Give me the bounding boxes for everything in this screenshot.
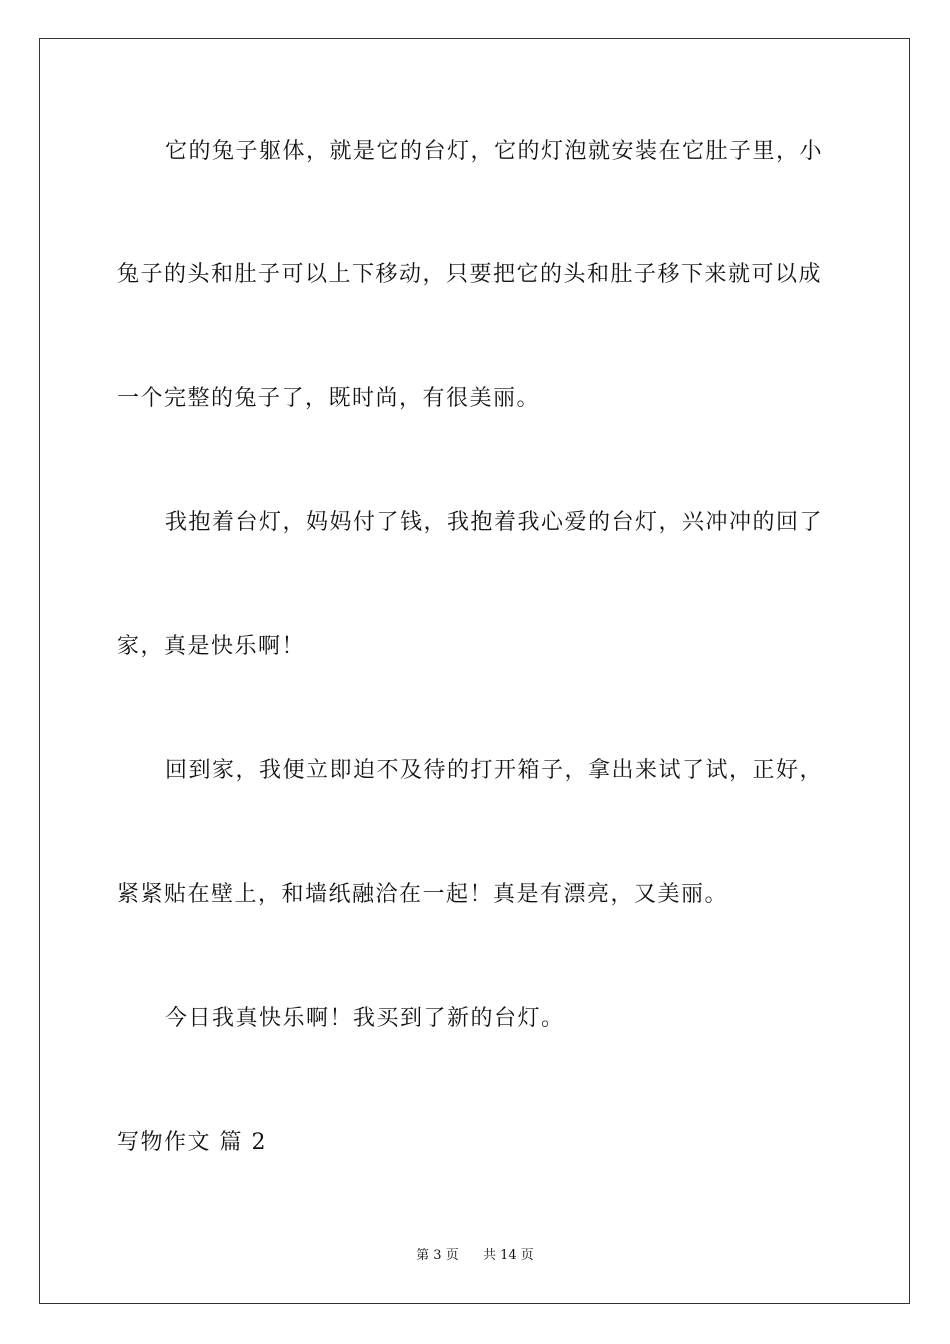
- text-line: 一个完整的兔子了，既时尚，有很美丽。: [117, 386, 541, 411]
- page-footer: [0, 1247, 950, 1265]
- text-line: 紧紧贴在壁上，和墙纸融洽在一起！真是有漂亮，又美丽。: [117, 882, 729, 907]
- page-number: 第 3 页: [416, 1248, 459, 1263]
- text-line: 回到家，我便立即迫不及待的打开箱子，拿出来试了试，正好，: [165, 758, 824, 783]
- page-border: [39, 38, 910, 1304]
- text-line: 今日我真快乐啊！我买到了新的台灯。: [165, 1006, 565, 1031]
- text-line: 它的兔子躯体，就是它的台灯，它的灯泡就安装在它肚子里，小: [165, 139, 824, 164]
- text-line: 我抱着台灯，妈妈付了钱，我抱着我心爱的台灯，兴冲冲的回了: [165, 510, 824, 535]
- section-heading: 写物作文 篇 2: [117, 1130, 267, 1155]
- total-pages: 共 14 页: [483, 1248, 534, 1263]
- text-line: 家，真是快乐啊！: [117, 634, 306, 659]
- text-line: 兔子的头和肚子可以上下移动，只要把它的头和肚子移下来就可以成: [117, 262, 823, 287]
